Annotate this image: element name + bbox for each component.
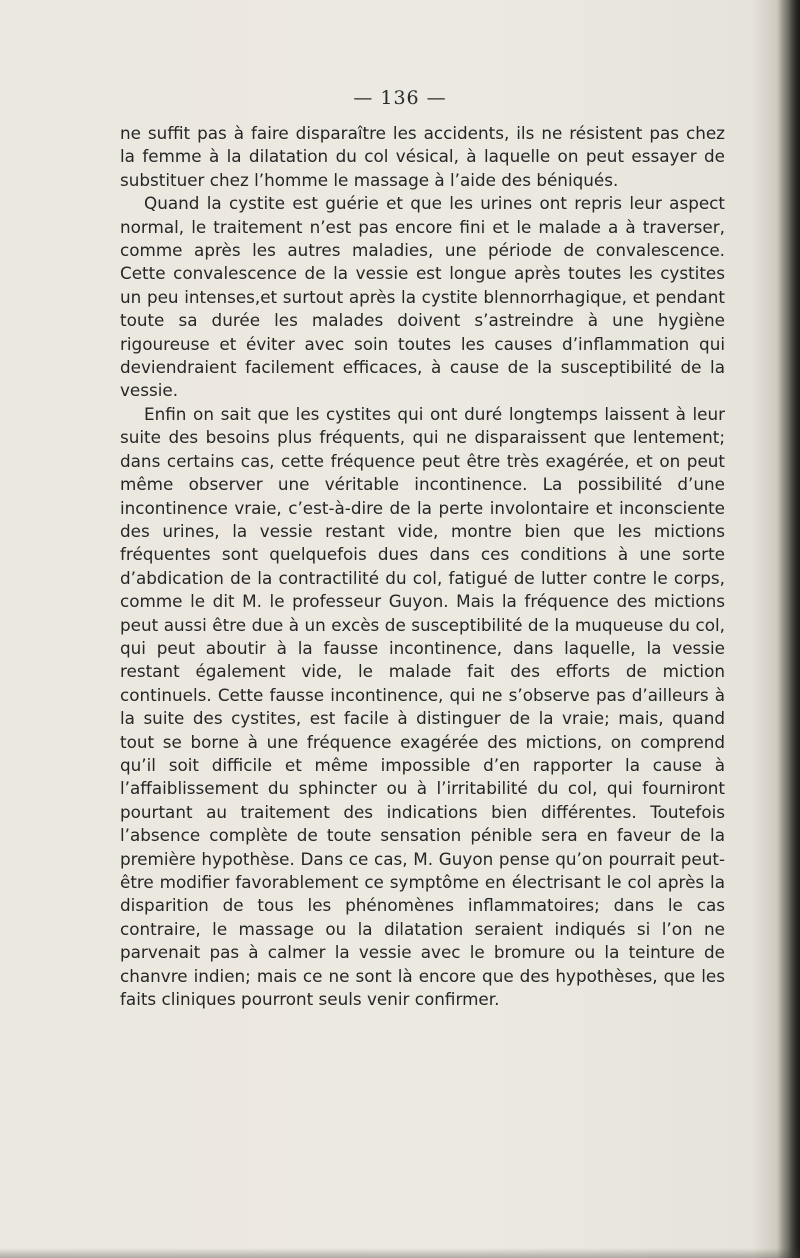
page-number: — 136 — — [353, 87, 447, 109]
page-bottom-shadow — [0, 1248, 800, 1258]
paragraph-continuation: ne suffit pas à faire disparaître les accidents, ils ne résistent pas chez la femme à la dilatation du col vésical, à laquelle on peut essayer de substituer chez l’homme le massage à l’aide des béniqués. — [120, 123, 725, 190]
body-text — [120, 122, 725, 1011]
paragraph-incontinence: Enfin on sait que les cystites qui ont duré longtemps laissent à leur suite des besoins plus fréquents, qui ne disparaissent que lentement; dans certains cas, cette fréquence peut être très exagérée, et on peut même observer une véritable incontinence. La possibilité d’une incontinence vraie, c’est-à-dire de la perte involontaire et inconsciente des urines, la vessie restant vide, montre bien que les mictions fréquentes sont quelquefois dues dans ces conditions à une sorte d’abdication de la contractilité du col, fatigué de lutter contre le corps, comme le dit M. le professeur Guyon. Mais la fréquence des mictions peut aussi être due à un excès de susceptibilité de la muqueuse du col, qui peut aboutir à la fausse incontinence, dans laquelle, la vessie restant également vide, le malade fait des efforts de miction continuels. Cette fausse incontinence, qui ne s’observe pas d’ailleurs à la suite des cystites, est facile à distinguer de la vraie; mais, quand tout se borne à une fréquence exagérée des mictions, on comprend qu’il soit difficile et même impossible d’en rapporter la cause à l’affaiblissement du sphincter ou à l’irritabilité du col, qui fourniront pourtant au traitement des indications bien différentes. Toutefois l’absence complète de toute sensation pénible sera en faveur de la première hypothèse. Dans ce cas, M. Guyon pense qu’on pourrait peut-être modifier favorablement ce symptôme en électrisant le col après la disparition de tous les phénomènes inflammatoires; dans le cas contraire, le massage ou la dilatation seraient indiqués si l’on ne parvenait pas à calmer la vessie avec le bromure ou la teinture de chanvre indien; mais ce ne sont là encore que des hypothèses, que les faits cliniques pourront seuls venir confirmer. — [120, 403, 725, 1010]
page-edge-shadow — [778, 0, 800, 1258]
paragraph-convalescence: Quand la cystite est guérie et que les urines ont repris leur aspect normal, le traitement n’est pas encore fini et le malade a à traverser, comme après les autres maladies, une période de convalescence. Cette convalescence de la vessie est longue après toutes les cystites un peu intenses,et surtout après la cystite blennorrhagique, et pendant toute sa durée les malades doivent s’astreindre à une hygiène rigoureuse et éviter avec soin toutes les causes d’inflammation qui deviendraient facilement efficaces, à cause de la susceptibilité de la vessie. — [120, 193, 725, 401]
